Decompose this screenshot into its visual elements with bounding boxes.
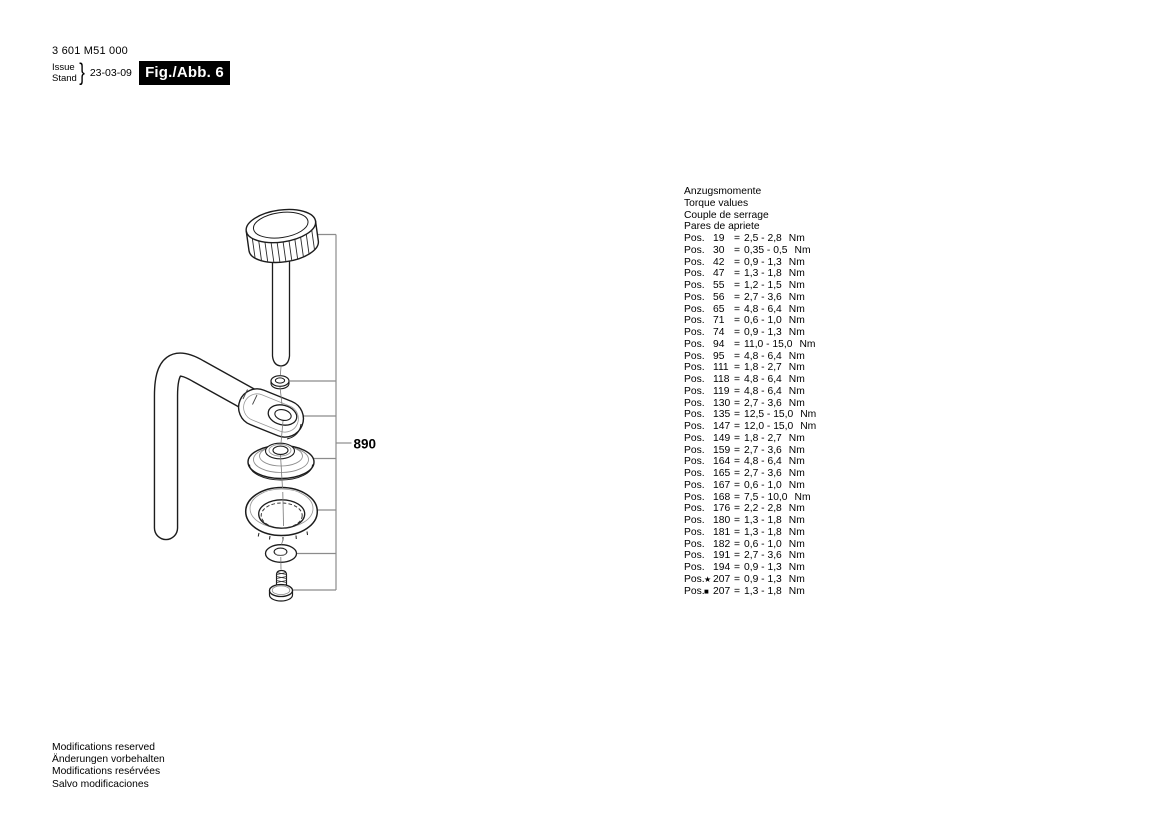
- torque-unit: Nm: [788, 374, 805, 385]
- torque-pos-label: Pos.: [684, 409, 705, 421]
- torque-unit: Nm: [788, 526, 805, 538]
- torque-equals: =: [734, 244, 741, 256]
- torque-pos-label: Pos.: [684, 280, 705, 291]
- torque-range: 0,6 - 1,0: [744, 479, 782, 491]
- torque-pos-label: Pos.: [684, 338, 705, 350]
- torque-pos-label: Pos.: [684, 303, 705, 315]
- torque-pos-num: 65: [713, 303, 725, 315]
- torque-row: [684, 456, 816, 468]
- torque-range: 4,8 - 6,4: [744, 374, 782, 385]
- torque-equals: =: [734, 585, 741, 597]
- torque-pos-num: 147: [713, 421, 731, 432]
- torque-row: [684, 315, 816, 327]
- torque-row: [684, 550, 816, 562]
- torque-equals: =: [734, 479, 741, 491]
- torque-pos-label: Pos.: [684, 362, 705, 374]
- torque-pos-label: Pos.: [684, 515, 705, 526]
- torque-unit: Nm: [788, 479, 805, 491]
- hex-nut: [271, 376, 289, 389]
- torque-pos-num: 71: [713, 315, 725, 327]
- torque-range: 0,35 - 0,5: [744, 244, 788, 256]
- torque-row: [684, 280, 816, 292]
- torque-row: [684, 574, 816, 586]
- torque-pos-label: Pos.: [684, 256, 705, 268]
- torque-unit: Nm: [788, 503, 805, 515]
- torque-pos-num: 167: [713, 479, 731, 491]
- part-callout: 890: [353, 436, 377, 452]
- torque-equals: =: [734, 550, 741, 562]
- torque-unit: Nm: [788, 350, 805, 362]
- torque-pos-label: Pos.: [684, 397, 705, 409]
- torque-unit: Nm: [788, 538, 805, 550]
- torque-unit: Nm: [788, 280, 805, 291]
- torque-unit: Nm: [788, 362, 805, 374]
- torque-pos-num: 165: [713, 468, 731, 479]
- torque-equals: =: [734, 350, 741, 362]
- torque-pos-num: 94: [713, 338, 725, 350]
- torque-equals: =: [734, 385, 741, 397]
- torque-header-line: Pares de apriete: [684, 221, 760, 233]
- torque-unit: Nm: [788, 233, 805, 244]
- torque-unit: Nm: [794, 244, 811, 256]
- torque-range: 2,7 - 3,6: [744, 444, 782, 456]
- torque-pos-label: Pos.: [684, 385, 705, 397]
- torque-pos-num: 42: [713, 256, 725, 268]
- torque-equals: =: [734, 291, 741, 303]
- torque-row: [684, 409, 816, 421]
- torque-range: 4,8 - 6,4: [744, 456, 782, 468]
- torque-equals: =: [734, 268, 741, 280]
- torque-row: [684, 233, 816, 245]
- torque-equals: =: [734, 397, 741, 409]
- torque-row: [684, 304, 816, 316]
- torque-pos-num: 74: [713, 327, 725, 338]
- torque-equals: =: [734, 303, 741, 315]
- handle-tube: [166, 365, 252, 528]
- torque-headers: [684, 186, 816, 233]
- torque-range: 1,3 - 1,8: [744, 585, 782, 597]
- torque-range: 2,7 - 3,6: [744, 291, 782, 303]
- torque-pos-label: Pos.: [684, 550, 705, 562]
- torque-pos-num: 164: [713, 456, 731, 468]
- torque-unit: Nm: [788, 432, 805, 444]
- torque-range: 1,3 - 1,8: [744, 526, 782, 538]
- torque-unit: Nm: [788, 444, 805, 456]
- torque-row: [684, 433, 816, 445]
- torque-pos-label: Pos.: [684, 468, 705, 479]
- torque-equals: =: [734, 491, 741, 503]
- torque-range: 2,5 - 2,8: [744, 233, 782, 244]
- torque-equals: =: [734, 468, 741, 479]
- torque-row: [684, 268, 816, 280]
- torque-range: 2,2 - 2,8: [744, 503, 782, 515]
- torque-unit: Nm: [800, 421, 817, 432]
- torque-equals: =: [734, 338, 741, 350]
- torque-range: 4,8 - 6,4: [744, 303, 782, 315]
- torque-equals: =: [734, 538, 741, 550]
- torque-equals: =: [734, 421, 741, 432]
- torque-pos-label: Pos.: [684, 327, 705, 338]
- torque-unit: Nm: [788, 385, 805, 397]
- footer-line: Änderungen vorbehalten: [52, 754, 165, 766]
- torque-unit: Nm: [788, 268, 805, 280]
- torque-range: 12,5 - 15,0: [744, 409, 794, 421]
- torque-pos-label: Pos.: [684, 233, 705, 244]
- torque-pos-label: Pos.: [684, 503, 705, 515]
- torque-unit: Nm: [794, 491, 811, 503]
- torque-equals: =: [734, 573, 741, 585]
- torque-range: 12,0 - 15,0: [744, 421, 794, 432]
- exploded-diagram: [55, 190, 395, 620]
- torque-pos-num: 56: [713, 291, 725, 303]
- torque-row: [684, 374, 816, 386]
- torque-pos-num: 95: [713, 350, 725, 362]
- torque-pos-label: Pos.: [684, 315, 705, 327]
- torque-unit: Nm: [788, 468, 805, 479]
- torque-pos-num: 30: [713, 244, 725, 256]
- torque-range: 1,3 - 1,8: [744, 268, 782, 280]
- torque-pos-label: Pos.: [684, 432, 705, 444]
- torque-pos-num: 19: [713, 233, 725, 244]
- torque-unit: Nm: [788, 397, 805, 409]
- torque-range: 4,8 - 6,4: [744, 350, 782, 362]
- torque-equals: =: [734, 280, 741, 291]
- issue-date: 23-03-09: [89, 67, 132, 79]
- torque-unit: Nm: [788, 327, 805, 338]
- torque-row: [684, 257, 816, 269]
- torque-equals: =: [734, 432, 741, 444]
- brace-glyph: }: [79, 59, 85, 86]
- torque-pos-label: Pos.: [684, 268, 705, 280]
- torque-rows: [684, 233, 816, 597]
- torque-unit: Nm: [800, 409, 817, 421]
- torque-range: 0,9 - 1,3: [744, 573, 782, 585]
- torque-range: 1,2 - 1,5: [744, 280, 782, 291]
- torque-pos-label: Pos.: [684, 374, 705, 385]
- torque-equals: =: [734, 362, 741, 374]
- torque-range: 7,5 - 10,0: [744, 491, 788, 503]
- torque-equals: =: [734, 409, 741, 421]
- torque-pos-num: 168: [713, 491, 731, 503]
- torque-unit: Nm: [788, 315, 805, 327]
- torque-range: 1,8 - 2,7: [744, 432, 782, 444]
- torque-row: [684, 503, 816, 515]
- torque-pos-num: 47: [713, 268, 725, 280]
- torque-row: [684, 562, 816, 574]
- torque-pos-label: Pos.: [684, 526, 705, 538]
- footer-notes: [52, 742, 165, 791]
- torque-pos-num: 194: [713, 562, 731, 573]
- knob-shaft: [273, 255, 290, 366]
- torque-equals: =: [734, 256, 741, 268]
- torque-unit: Nm: [788, 573, 805, 585]
- torque-range: 11,0 - 15,0: [744, 338, 793, 350]
- torque-header-line: Torque values: [684, 197, 749, 209]
- torque-row: [684, 421, 816, 433]
- torque-pos-num: 191: [713, 550, 731, 562]
- torque-pos-num: 135: [713, 409, 731, 421]
- torque-pos-num: 130: [713, 397, 731, 409]
- torque-unit: Nm: [788, 562, 805, 573]
- torque-pos-label: Pos.: [684, 538, 705, 550]
- torque-range: 0,6 - 1,0: [744, 538, 782, 550]
- torque-range: 2,7 - 3,6: [744, 550, 782, 562]
- torque-pos-num: 207: [713, 585, 731, 597]
- torque-range: 2,7 - 3,6: [744, 468, 782, 479]
- torque-range: 0,9 - 1,3: [744, 327, 782, 338]
- torque-row: [684, 386, 816, 398]
- torque-row: [684, 445, 816, 457]
- torque-row: [684, 339, 816, 351]
- torque-unit: Nm: [788, 456, 805, 468]
- screw: [270, 571, 293, 602]
- torque-range: 1,8 - 2,7: [744, 362, 782, 374]
- torque-range: 2,7 - 3,6: [744, 397, 782, 409]
- torque-symbol: ■: [704, 586, 709, 596]
- torque-row: [684, 292, 816, 304]
- torque-pos-num: 149: [713, 432, 731, 444]
- torque-row: [684, 351, 816, 363]
- torque-header-line: Anzugsmomente: [684, 186, 762, 197]
- torque-pos-num: 119: [713, 385, 730, 397]
- torque-pos-label: Pos.: [684, 444, 705, 456]
- torque-pos-label: Pos.: [684, 491, 705, 503]
- torque-header-line: Couple de serrage: [684, 209, 769, 221]
- torque-pos-num: 180: [713, 515, 731, 526]
- torque-range: 4,8 - 6,4: [744, 385, 782, 397]
- torque-equals: =: [734, 562, 741, 573]
- torque-pos-label: Pos.: [684, 573, 705, 585]
- issue-stand-block: [52, 60, 132, 86]
- torque-row: [684, 468, 816, 480]
- torque-range: 1,3 - 1,8: [744, 515, 782, 526]
- stand-label: Stand: [52, 73, 77, 84]
- torque-unit: Nm: [799, 338, 816, 350]
- torque-row: [684, 515, 816, 527]
- torque-row: [684, 398, 816, 410]
- torque-row: [684, 327, 816, 339]
- knurled-knob: [244, 205, 321, 266]
- torque-row: [684, 539, 816, 551]
- torque-pos-num: 182: [713, 538, 731, 550]
- torque-pos-num: 181: [713, 526, 731, 538]
- torque-unit: Nm: [788, 585, 805, 597]
- torque-unit: Nm: [788, 550, 805, 562]
- torque-symbol: ★: [704, 574, 712, 584]
- torque-equals: =: [734, 374, 741, 385]
- torque-equals: =: [734, 503, 741, 515]
- torque-equals: =: [734, 526, 741, 538]
- torque-pos-num: 207: [713, 573, 731, 585]
- torque-row: [684, 586, 816, 598]
- torque-range: 0,6 - 1,0: [744, 315, 782, 327]
- torque-pos-num: 176: [713, 503, 731, 515]
- torque-equals: =: [734, 444, 741, 456]
- torque-unit: Nm: [788, 515, 805, 526]
- torque-pos-label: Pos.: [684, 585, 705, 597]
- torque-pos-label: Pos.: [684, 350, 705, 362]
- serrated-ring: [246, 488, 318, 541]
- torque-list: [684, 186, 816, 597]
- torque-row: [684, 527, 816, 539]
- torque-pos-label: Pos.: [684, 456, 705, 468]
- footer-line: Modifications reserved: [52, 742, 156, 753]
- torque-row: [684, 362, 816, 374]
- torque-unit: Nm: [788, 291, 805, 303]
- part-number: 3 601 M51 000: [52, 45, 128, 57]
- torque-equals: =: [734, 233, 741, 244]
- torque-range: 0,9 - 1,3: [744, 256, 782, 268]
- torque-pos-label: Pos.: [684, 479, 705, 491]
- torque-pos-label: Pos.: [684, 421, 705, 432]
- torque-row: [684, 480, 816, 492]
- torque-equals: =: [734, 327, 741, 338]
- footer-line: Salvo modificaciones: [52, 778, 149, 790]
- torque-unit: Nm: [788, 303, 805, 315]
- torque-pos-label: Pos.: [684, 562, 705, 573]
- torque-pos-num: 55: [713, 280, 725, 291]
- torque-equals: =: [734, 515, 741, 526]
- torque-pos-num: 159: [713, 444, 731, 456]
- torque-row: [684, 492, 816, 504]
- torque-equals: =: [734, 456, 741, 468]
- torque-unit: Nm: [788, 256, 805, 268]
- torque-pos-num: 118: [713, 374, 730, 385]
- torque-pos-label: Pos.: [684, 244, 705, 256]
- torque-pos-label: Pos.: [684, 291, 705, 303]
- torque-equals: =: [734, 315, 741, 327]
- footer-line: Modifications resérvées: [52, 766, 161, 778]
- torque-pos-num: 111: [713, 362, 729, 374]
- torque-row: [684, 245, 816, 257]
- issue-label: Issue: [52, 61, 75, 73]
- figure-label-box: Fig./Abb. 6: [139, 61, 230, 85]
- torque-range: 0,9 - 1,3: [744, 562, 782, 573]
